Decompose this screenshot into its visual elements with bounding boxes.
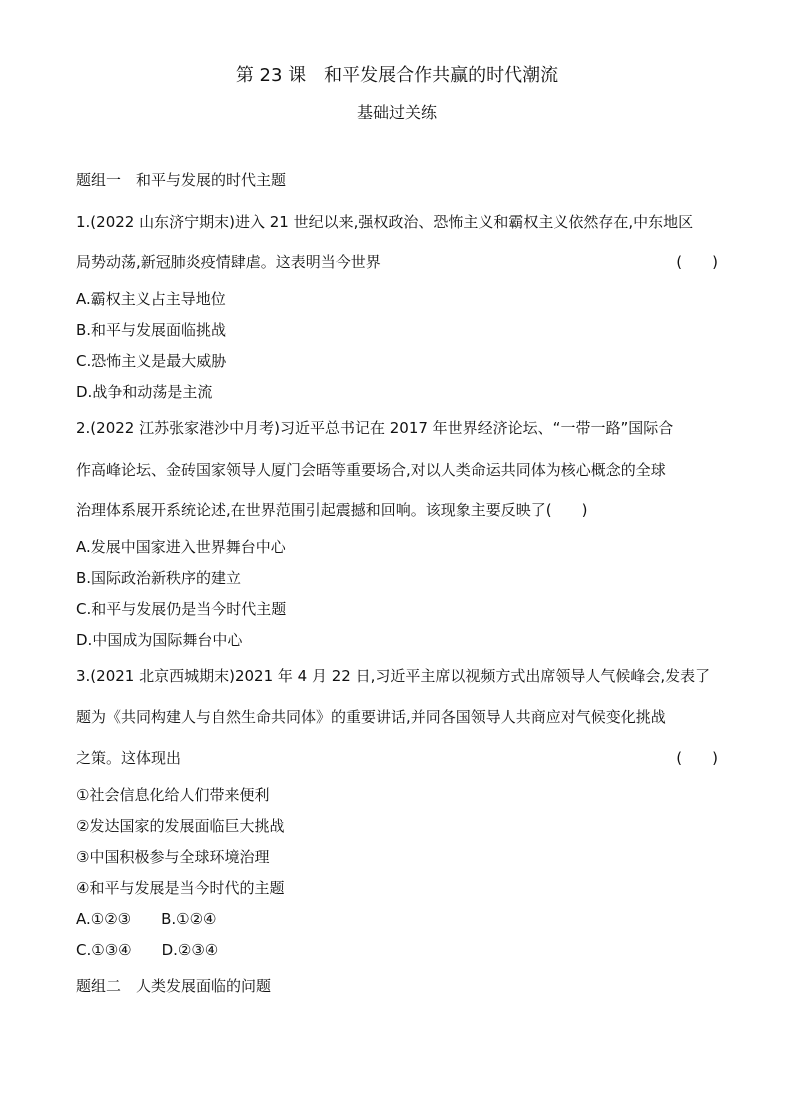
q2-stem-line-1: 2.(2022 江苏张家港沙中月考)习近平总书记在 2017 年世界经济论坛、“一带一路”国际合 — [76, 419, 674, 437]
q1-option-c: C.恐怖主义是最大威胁 — [76, 352, 227, 370]
q3-item-4: ④和平与发展是当今时代的主题 — [76, 879, 285, 897]
question-group-2-heading: 题组二 人类发展面临的问题 — [76, 977, 272, 995]
q1-option-b: B.和平与发展面临挑战 — [76, 321, 227, 339]
q3-item-2: ②发达国家的发展面临巨大挑战 — [76, 817, 285, 835]
q3-answer-bracket: ( ) — [676, 749, 718, 767]
q1-option-a: A.霸权主义占主导地位 — [76, 290, 226, 308]
q3-item-1: ①社会信息化给人们带来便利 — [76, 786, 270, 804]
q2-option-d: D.中国成为国际舞台中心 — [76, 631, 243, 649]
q2-stem-line-3: 治理体系展开系统论述,在世界范围引起震撼和回响。该现象主要反映了( ) — [76, 501, 588, 519]
q1-option-d: D.战争和动荡是主流 — [76, 383, 213, 401]
q3-choices-row-2: C.①③④ D.②③④ — [76, 941, 219, 959]
section-subtitle: 基础过关练 — [356, 103, 437, 122]
q3-stem-line-1: 3.(2021 北京西城期末)2021 年 4 月 22 日,习近平主席以视频方式出席领导人气候峰会,发表了 — [76, 667, 711, 685]
lesson-title: 第 23 课 和平发展合作共赢的时代潮流 — [235, 65, 559, 86]
q3-item-3: ③中国积极参与全球环境治理 — [76, 848, 270, 866]
q1-answer-bracket: ( ) — [676, 253, 718, 271]
q1-stem-line-2: 局势动荡,新冠肺炎疫情肆虐。这表明当今世界 — [76, 253, 381, 271]
question-group-1-heading: 题组一 和平与发展的时代主题 — [76, 171, 287, 189]
q3-choices-row-1: A.①②③ B.①②④ — [76, 910, 217, 928]
q2-option-a: A.发展中国家进入世界舞台中心 — [76, 538, 286, 556]
q2-option-b: B.国际政治新秩序的建立 — [76, 569, 242, 587]
q2-option-c: C.和平与发展仍是当今时代主题 — [76, 600, 287, 618]
q1-stem-line-1: 1.(2022 山东济宁期末)进入 21 世纪以来,强权政治、恐怖主义和霸权主义依然存在,中东地区 — [76, 213, 694, 231]
q2-stem-line-2: 作高峰论坛、金砖国家领导人厦门会晤等重要场合,对以人类命运共同体为核心概念的全球 — [76, 461, 666, 479]
q3-stem-line-2: 题为《共同构建人与自然生命共同体》的重要讲话,并同各国领导人共商应对气候变化挑战 — [76, 708, 666, 726]
q3-stem-line-3: 之策。这体现出 — [76, 749, 182, 767]
